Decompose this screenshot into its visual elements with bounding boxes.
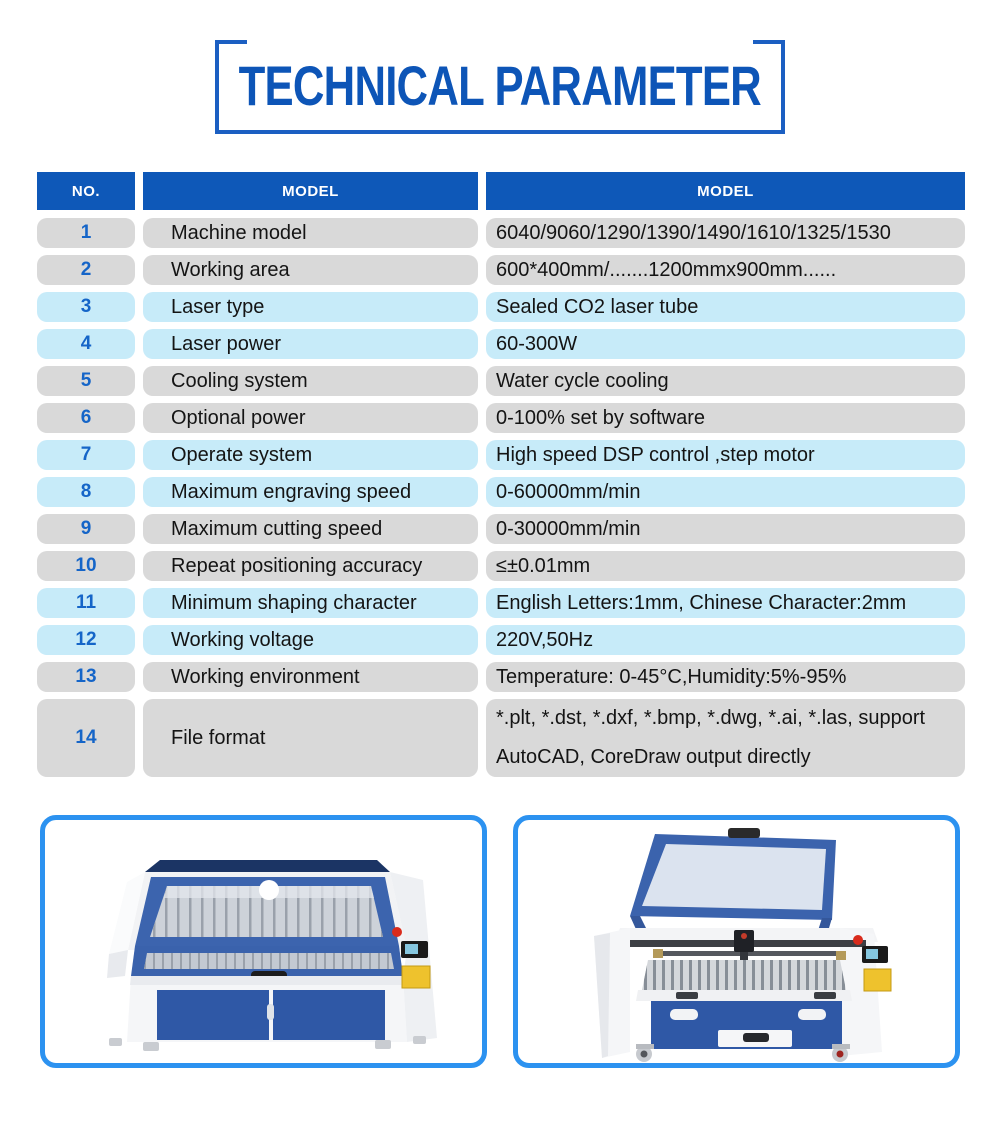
- cell-value: Temperature: 0-45°C,Humidity:5%-95%: [486, 662, 965, 692]
- table-row: [37, 292, 965, 322]
- cell-no: 2: [37, 255, 135, 285]
- cell-param: Maximum engraving speed: [143, 477, 478, 507]
- table-row: [37, 551, 965, 581]
- table-row: [37, 477, 965, 507]
- cell-param: Laser type: [143, 292, 478, 322]
- cell-param: Maximum cutting speed: [143, 514, 478, 544]
- cell-param: Cooling system: [143, 366, 478, 396]
- cell-param: Operate system: [143, 440, 478, 470]
- table-row: [37, 329, 965, 359]
- cell-no: 11: [37, 588, 135, 618]
- cell-param: Working voltage: [143, 625, 478, 655]
- product-photo-frame-right: [513, 815, 960, 1068]
- cell-param: Working area: [143, 255, 478, 285]
- header-model-2: MODEL: [486, 172, 965, 210]
- cell-value: 600*400mm/.......1200mmx900mm......: [486, 255, 965, 285]
- product-photo-frame-left: [40, 815, 487, 1068]
- cell-param: Minimum shaping character: [143, 588, 478, 618]
- page-title: TECHNICAL PARAMETER: [238, 53, 762, 117]
- machine-closed: [107, 860, 437, 1051]
- cell-value: Sealed CO2 laser tube: [486, 292, 965, 322]
- table-row: [37, 255, 965, 285]
- table-row: [37, 625, 965, 655]
- cell-no: 3: [37, 292, 135, 322]
- cell-no: 7: [37, 440, 135, 470]
- laser-machine-closed-illustration: [45, 820, 482, 1063]
- table-row: [37, 403, 965, 433]
- cell-value: ≤±0.01mm: [486, 551, 965, 581]
- cell-value: 0-60000mm/min: [486, 477, 965, 507]
- cell-value: High speed DSP control ,step motor: [486, 440, 965, 470]
- cell-no: 9: [37, 514, 135, 544]
- product-image-row: [40, 815, 960, 1068]
- table-row: [37, 218, 965, 248]
- table-header-row: [37, 172, 965, 210]
- cell-no: 13: [37, 662, 135, 692]
- table-body: [37, 218, 965, 777]
- cell-no: 5: [37, 366, 135, 396]
- cell-value: English Letters:1mm, Chinese Character:2mm: [486, 588, 965, 618]
- cell-param: File format: [143, 699, 478, 777]
- header-model-1: MODEL: [143, 172, 478, 210]
- table-row: [37, 588, 965, 618]
- cell-value: 6040/9060/1290/1390/1490/1610/1325/1530: [486, 218, 965, 248]
- cell-no: 8: [37, 477, 135, 507]
- machine-open: [594, 828, 891, 1062]
- cell-no: 12: [37, 625, 135, 655]
- cell-param: Repeat positioning accuracy: [143, 551, 478, 581]
- table-row: [37, 440, 965, 470]
- cell-value: 0-30000mm/min: [486, 514, 965, 544]
- cell-no: 10: [37, 551, 135, 581]
- cell-value: Water cycle cooling: [486, 366, 965, 396]
- cell-value: 60-300W: [486, 329, 965, 359]
- cell-value: 220V,50Hz: [486, 625, 965, 655]
- cell-no: 6: [37, 403, 135, 433]
- cell-no: 14: [37, 699, 135, 777]
- cell-param: Working environment: [143, 662, 478, 692]
- cell-value: *.plt, *.dst, *.dxf, *.bmp, *.dwg, *.ai, *.las, support AutoCAD, CoreDraw output directly: [486, 699, 965, 777]
- table-row: [37, 366, 965, 396]
- cell-param: Optional power: [143, 403, 478, 433]
- table-row: [37, 514, 965, 544]
- cell-value: 0-100% set by software: [486, 403, 965, 433]
- spec-table: [37, 172, 965, 784]
- laser-machine-open-illustration: [518, 820, 955, 1063]
- table-row: [37, 699, 965, 777]
- cell-param: Laser power: [143, 329, 478, 359]
- title-bracket-box: [215, 40, 785, 134]
- cell-no: 4: [37, 329, 135, 359]
- header-no: NO.: [37, 172, 135, 210]
- cell-no: 1: [37, 218, 135, 248]
- cell-param: Machine model: [143, 218, 478, 248]
- table-row: [37, 662, 965, 692]
